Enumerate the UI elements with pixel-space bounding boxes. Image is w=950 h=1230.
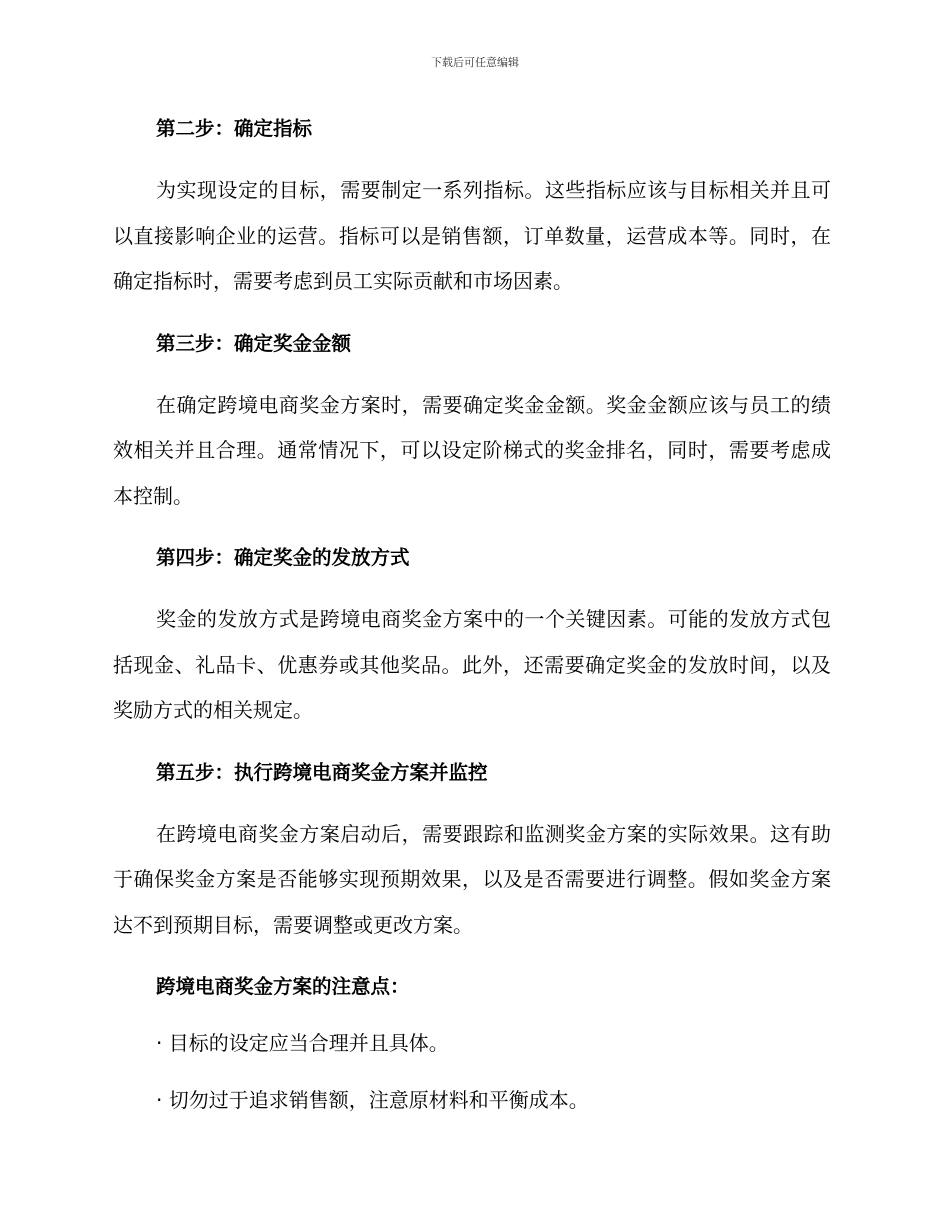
document-body [113,112,831,1117]
bullet-item: · 切勿过于追求销售额，注意原材料和平衡成本。 [156,1088,589,1112]
section-paragraph: 奖金的发放方式是跨境电商奖金方案中的一个关键因素。可能的发放方式包括现金、礼品卡、优惠券或其他奖品。此外，还需要确定奖金的发放时间，以及奖励方式的相关规定。 [113,607,831,722]
section-heading: 第四步：确定奖金的发放方式 [156,546,410,569]
section-step-2 [113,112,831,305]
section-step-5 [113,756,831,949]
section-heading: 第三步：确定奖金金额 [156,331,352,355]
section-heading: 第二步：确定指标 [156,117,313,140]
section-heading: 第五步：执行跨境电商奖金方案并监控 [156,760,488,784]
section-step-4 [113,541,831,734]
page-header: 下载后可任意编辑 [431,56,519,69]
section-paragraph: 为实现设定的目标，需要制定一系列指标。这些指标应该与目标相关并且可以直接影响企业的运营。指标可以是销售额，订单数量，运营成本等。同时，在确定指标时，需要考虑到员工实际贡献和市场因素。 [113,178,831,293]
section-paragraph: 在确定跨境电商奖金方案时，需要确定奖金金额。奖金金额应该与员工的绩效相关并且合理。通常情况下，可以设定阶梯式的奖金排名，同时，需要考虑成本控制。 [113,392,831,508]
section-paragraph: 在跨境电商奖金方案启动后，需要跟踪和监测奖金方案的实际效果。这有助于确保奖金方案是否能够实现预期效果，以及是否需要进行调整。假如奖金方案达不到预期目标，需要调整或更改方案。 [113,821,831,937]
notes-section [113,970,831,1117]
bullet-item: · 目标的设定应当合理并且具体。 [156,1031,449,1055]
section-step-3 [113,327,831,520]
notes-heading: 跨境电商奖金方案的注意点： [156,975,410,998]
